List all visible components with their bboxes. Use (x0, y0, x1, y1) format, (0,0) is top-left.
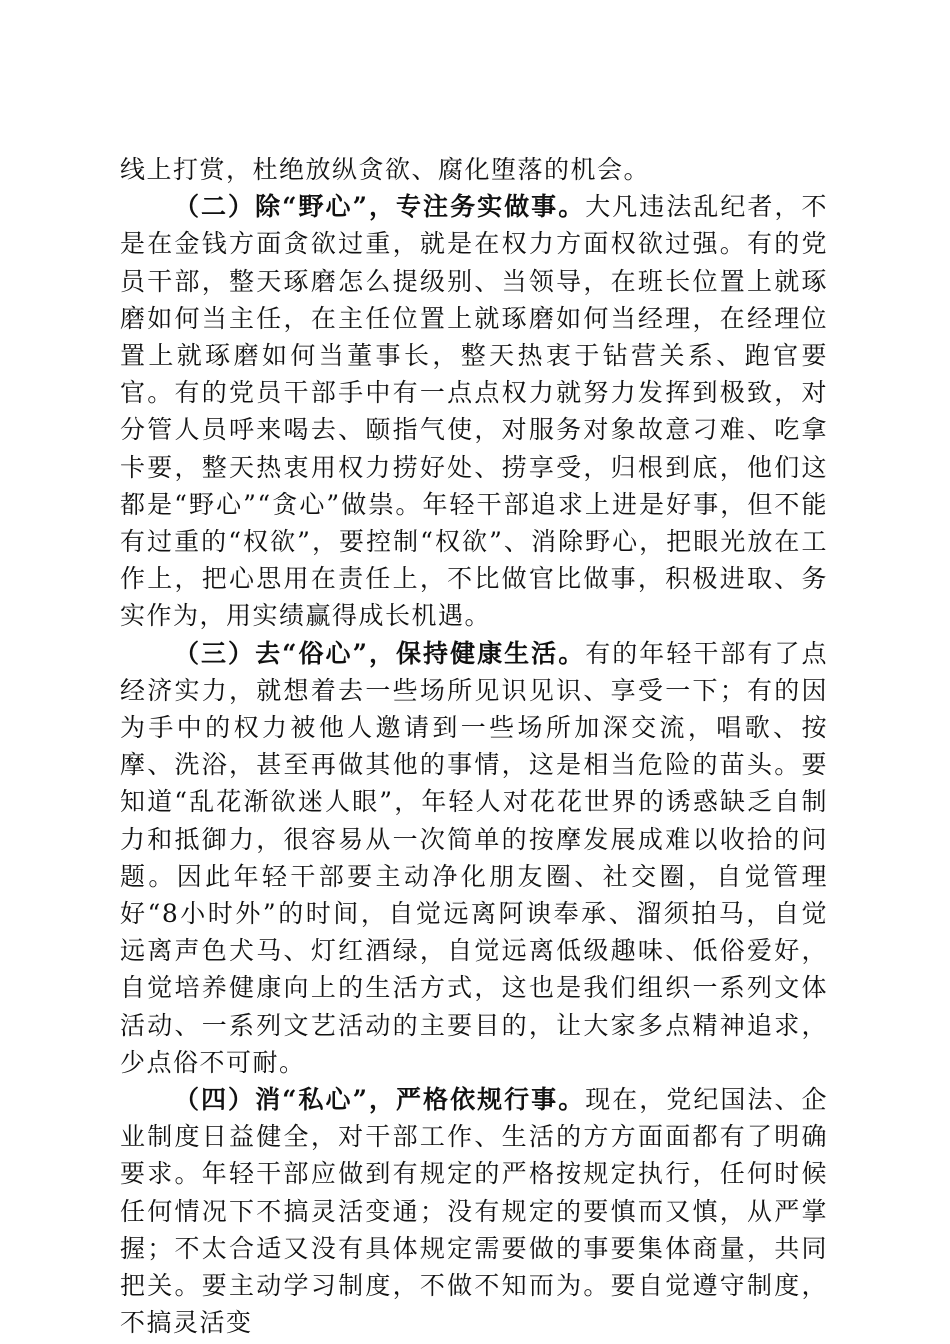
paragraph-continuation (120, 151, 828, 188)
paragraph-section-3 (120, 635, 828, 1081)
section-heading: （二）除“野心”，专注务实做事。 (174, 192, 586, 222)
section-heading: （三）去“俗心”，保持健康生活。 (174, 638, 586, 668)
paragraph-text: 现在，党纪国法、企业制度日益健全，对干部工作、生活的方方面面都有了明确要求。年轻干部应做到有规定的严格按规定执行，任何时候任何情况下不搞灵活变通；没有规定的要慎而又慎，从严掌握；不太合适又没有具体规定需要做的事要集体商量，共同把关。要主动学习制度，不做不知而为。要自觉遵守制度，不搞灵活变 (120, 1085, 828, 1338)
paragraph-text: 线上打赏，杜绝放纵贪欲、腐化堕落的机会。 (120, 155, 651, 184)
document-body (120, 151, 828, 1342)
paragraph-text: 有的年轻干部有了点经济实力，就想着去一些场所见识见识、享受一下；有的因为手中的权力被他人邀请到一些场所加深交流，唱歌、按摩、洗浴，甚至再做其他的事情，这是相当危险的苗头。要知道“乱花渐欲迷人眼”，年轻人对花花世界的诱惑缺乏自制力和抵御力，很容易从一次简单的按摩发展成难以收拾的问题。因此年轻干部要主动净化朋友圈、社交圈，自觉管理好“8小时外”的时间，自觉远离阿谀奉承、溜须拍马，自觉远离声色犬马、灯红酒绿，自觉远离低级趣味、低俗爱好，自觉培养健康向上的生活方式，这也是我们组织一系列文体活动、一系列文艺活动的主要目的，让大家多点精神追求，少点俗不可耐。 (120, 638, 828, 1077)
paragraph-section-2 (120, 188, 828, 634)
paragraph-text: 大凡违法乱纪者，不是在金钱方面贪欲过重，就是在权力方面权欲过强。有的党员干部，整天琢磨怎么提级别、当领导，在班长位置上就琢磨如何当主任，在主任位置上就琢磨如何当经理，在经理位置上就琢磨如何当董事长，整天热衷于钻营关系、跑官要官。有的党员干部手中有一点点权力就努力发挥到极致，对分管人员呼来喝去、颐指气使，对服务对象故意刁难、吃拿卡要，整天热衷用权力捞好处、捞享受，归根到底，他们这都是“野心”“贪心”做祟。年轻干部追求上进是好事，但不能有过重的“权欲”，要控制“权欲”、消除野心，把眼光放在工作上，把心思用在责任上，不比做官比做事，积极进取、务实作为，用实绩赢得成长机遇。 (120, 192, 828, 631)
section-heading: （四）消“私心”，严格依规行事。 (174, 1085, 586, 1115)
paragraph-section-4 (120, 1081, 828, 1341)
